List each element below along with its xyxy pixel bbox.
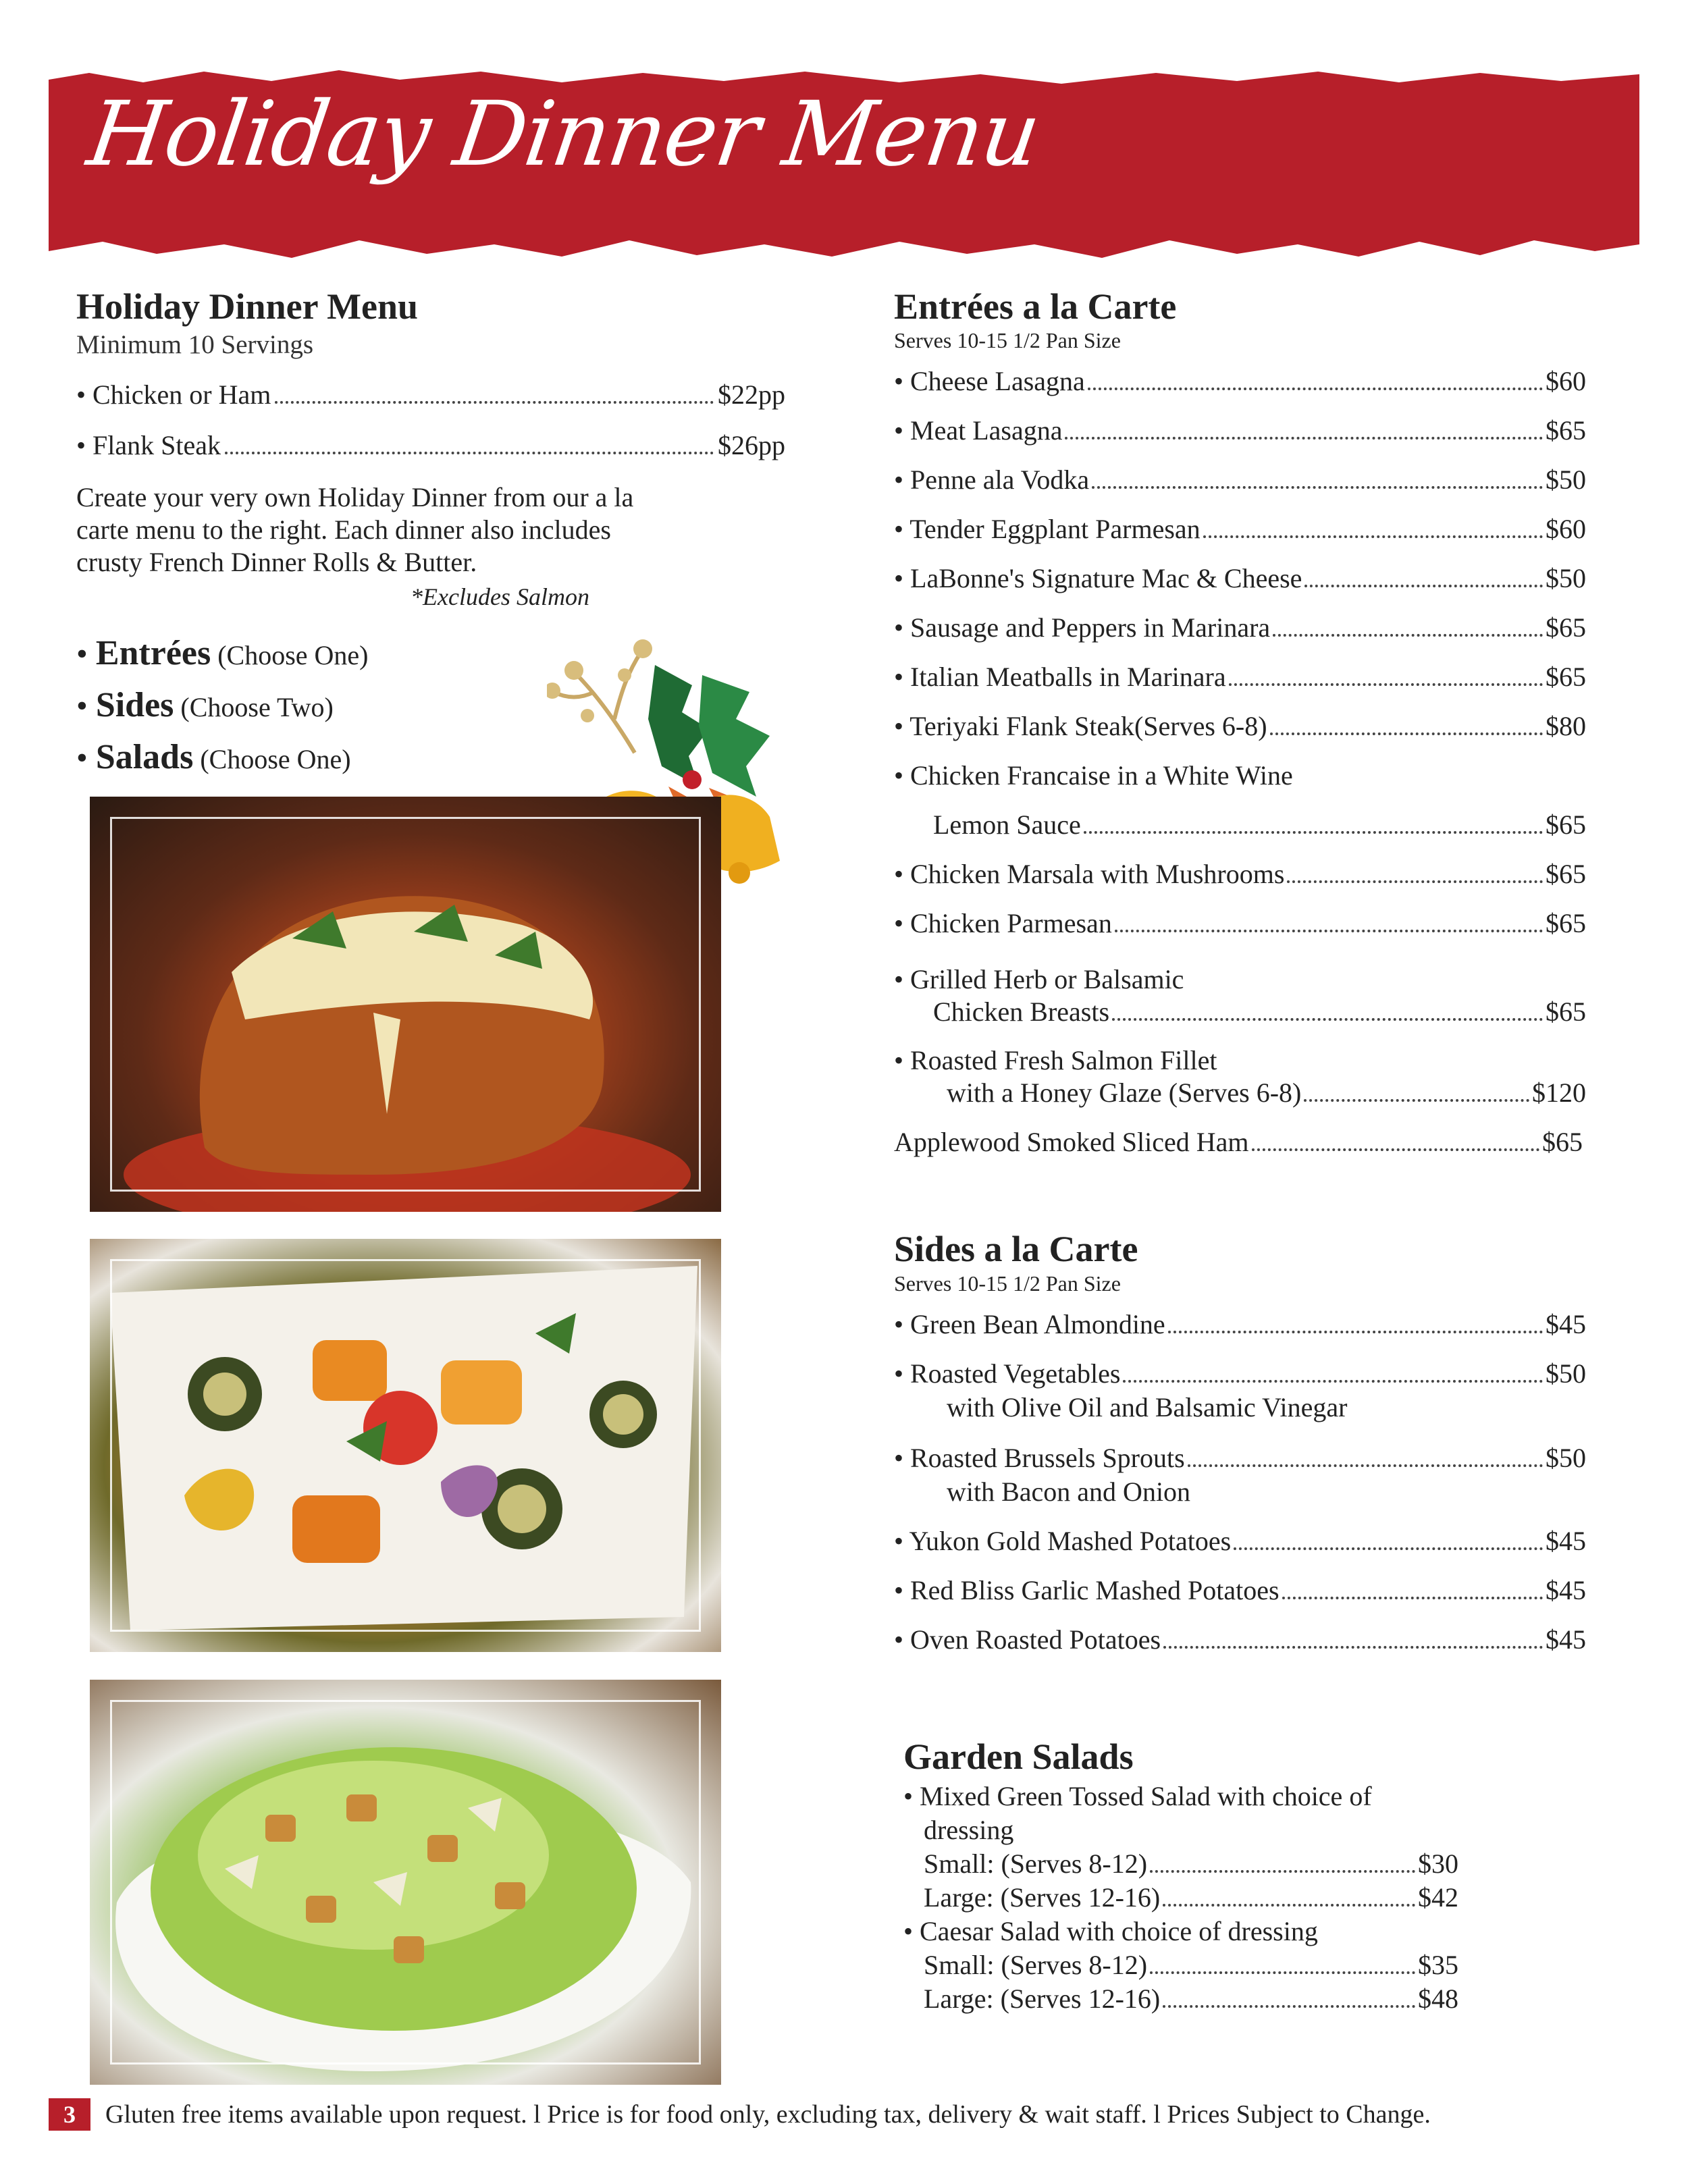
- item-price: $50: [1546, 563, 1586, 594]
- item-price: $65: [1546, 415, 1586, 446]
- menu-item: [894, 1442, 1586, 1476]
- item-price: $60: [1546, 366, 1586, 397]
- menu-item: [894, 415, 1586, 464]
- choice-note: (Choose One): [200, 744, 351, 775]
- item-price: $65: [1542, 1127, 1583, 1158]
- item-price: $120: [1532, 1077, 1586, 1109]
- salad-item-name: • Mixed Green Tossed Salad with choice of: [903, 1781, 1372, 1812]
- leader-dots: [1304, 1099, 1529, 1102]
- size-price: $42: [1418, 1882, 1458, 1913]
- item-name: • Sausage and Peppers in Marinara: [894, 612, 1271, 643]
- salad-item-name-continued: dressing: [924, 1815, 1014, 1846]
- bullet: •: [76, 740, 88, 776]
- leader-dots: [1163, 1904, 1415, 1907]
- leader-dots: [275, 401, 714, 404]
- roasted-vegetables-photo: [90, 1239, 721, 1652]
- menu-item: [894, 1525, 1586, 1574]
- choice-note: (Choose Two): [180, 692, 334, 723]
- menu-item: [76, 379, 785, 410]
- a-la-carte-column: [894, 287, 1586, 2016]
- bullet: •: [76, 688, 88, 724]
- item-price: $45: [1546, 1624, 1586, 1655]
- description-line: crusty French Dinner Rolls & Butter.: [76, 547, 477, 578]
- holiday-menu-title: Holiday Dinner Menu: [76, 286, 419, 327]
- description-line: carte menu to the right. Each dinner also includes: [76, 514, 611, 545]
- salad-size-row: [903, 1948, 1458, 1982]
- page-number: 3: [49, 2098, 90, 2131]
- choice-label: Sides: [95, 686, 174, 725]
- holiday-menu-description: [76, 481, 785, 579]
- menu-item: [894, 464, 1586, 513]
- description-line: Create your very own Holiday Dinner from our a la: [76, 482, 634, 513]
- item-price: $65: [1546, 859, 1586, 890]
- item-name: • Chicken or Ham: [76, 379, 271, 410]
- item-name: • Chicken Francaise in a White Wine: [894, 760, 1293, 791]
- salmon-exclusion-note: *Excludes Salmon: [411, 583, 589, 611]
- leader-dots: [1088, 388, 1543, 390]
- item-name: • Italian Meatballs in Marinara: [894, 662, 1226, 693]
- item-name: • Flank Steak: [76, 430, 221, 461]
- entrees-subtitle: Serves 10-15 1/2 Pan Size: [894, 328, 1121, 353]
- entrees-section: [894, 287, 1586, 1175]
- menu-item: [894, 907, 1586, 957]
- item-price: $50: [1546, 464, 1586, 496]
- sides-title: Sides a la Carte: [894, 1229, 1138, 1270]
- item-name: Applewood Smoked Sliced Ham: [894, 1127, 1249, 1158]
- sides-section: [894, 1229, 1586, 1672]
- caesar-salad-photo: [90, 1680, 721, 2085]
- holiday-menu-subtitle: Minimum 10 Servings: [76, 330, 314, 360]
- item-price: $65: [1546, 612, 1586, 643]
- salads-title: Garden Salads: [903, 1736, 1134, 1777]
- item-price: $65: [1546, 662, 1586, 693]
- leader-dots: [1168, 1331, 1543, 1333]
- leader-dots: [1273, 634, 1543, 637]
- item-price: $45: [1546, 1574, 1586, 1605]
- salads-section: [894, 1737, 1586, 2016]
- leader-dots: [1112, 1018, 1543, 1021]
- item-name: • Yukon Gold Mashed Potatoes: [894, 1525, 1232, 1556]
- leader-dots: [1287, 880, 1543, 883]
- menu-item: [894, 996, 1586, 1044]
- menu-item: [894, 1574, 1586, 1624]
- item-price: $65: [1546, 996, 1586, 1028]
- item-name: • Teriyaki Flank Steak(Serves 6-8): [894, 711, 1267, 742]
- item-name: • Tender Eggplant Parmesan: [894, 514, 1201, 545]
- leader-dots: [1282, 1597, 1543, 1599]
- item-name-continued: Chicken Breasts: [933, 996, 1110, 1028]
- item-price: $45: [1546, 1308, 1586, 1339]
- item-price: $65: [1546, 908, 1586, 939]
- item-detail: with Bacon and Onion: [947, 1476, 1191, 1507]
- size-name: Small: (Serves 8-12): [924, 1950, 1148, 1981]
- menu-item: [894, 1624, 1586, 1673]
- item-detail: with Olive Oil and Balsamic Vinegar: [947, 1391, 1348, 1422]
- salad-size-row: [903, 1881, 1458, 1915]
- chicken-parmesan-photo: [90, 797, 721, 1212]
- footer-disclaimer: Gluten free items available upon request. l Price is for food only, excluding tax, delivery & wait staff. l Prices Subject to Change.: [105, 2100, 1431, 2129]
- menu-item: [894, 1077, 1586, 1126]
- banner-title: Holiday Dinner Menu: [82, 82, 1046, 186]
- entrees-title: Entrées a la Carte: [894, 286, 1177, 327]
- item-price: $50: [1546, 1442, 1586, 1473]
- leader-dots: [1188, 1464, 1543, 1467]
- size-name: Large: (Serves 12-16): [924, 1983, 1161, 2015]
- salad-size-row: [903, 1982, 1458, 2016]
- leader-dots: [1092, 486, 1543, 489]
- item-price: $26pp: [718, 430, 785, 461]
- item-name: • Roasted Vegetables: [894, 1358, 1121, 1389]
- choice-note: (Choose One): [217, 640, 369, 671]
- size-name: Small: (Serves 8-12): [924, 1848, 1148, 1880]
- photo-frame: [110, 1700, 701, 2065]
- photo-frame: [110, 1259, 701, 1632]
- header-banner: [49, 68, 1639, 260]
- leader-dots: [1229, 683, 1543, 686]
- item-name: • Green Bean Almondine: [894, 1308, 1165, 1339]
- item-name: • Red Bliss Garlic Mashed Potatoes: [894, 1574, 1280, 1605]
- leader-dots: [1252, 1148, 1540, 1151]
- size-price: $48: [1418, 1983, 1458, 2015]
- leader-dots: [1163, 2005, 1415, 2008]
- salad-size-row: [903, 1847, 1458, 1881]
- leader-dots: [1203, 535, 1543, 538]
- item-name-continued: Lemon Sauce: [933, 809, 1081, 841]
- item-name: • Meat Lasagna: [894, 415, 1063, 446]
- item-price: $60: [1546, 514, 1586, 545]
- leader-dots: [1150, 1870, 1415, 1873]
- choice-label: Entrées: [95, 634, 211, 673]
- item-name: • Roasted Brussels Sprouts: [894, 1442, 1185, 1473]
- leader-dots: [1304, 585, 1543, 587]
- item-name: • Oven Roasted Potatoes: [894, 1624, 1161, 1655]
- menu-item: [894, 809, 1586, 858]
- item-name: • Chicken Parmesan: [894, 908, 1112, 939]
- item-name: • LaBonne's Signature Mac & Cheese: [894, 563, 1302, 594]
- item-price: $22pp: [718, 379, 785, 410]
- menu-item: [894, 1358, 1586, 1391]
- choice-label: Salads: [95, 738, 194, 777]
- leader-dots: [225, 452, 714, 454]
- item-name: • Grilled Herb or Balsamic: [894, 964, 1184, 995]
- menu-item: [894, 661, 1586, 710]
- leader-dots: [1123, 1380, 1543, 1383]
- menu-item: [894, 513, 1586, 562]
- menu-item: [894, 612, 1586, 661]
- salad-item-name: • Caesar Salad with choice of dressing: [903, 1916, 1318, 1947]
- menu-item: [894, 1126, 1583, 1175]
- leader-dots: [1065, 437, 1543, 440]
- leader-dots: [1234, 1547, 1543, 1550]
- item-name: • Chicken Marsala with Mushrooms: [894, 859, 1285, 890]
- size-name: Large: (Serves 12-16): [924, 1882, 1161, 1913]
- leader-dots: [1270, 733, 1543, 735]
- page-footer: [49, 2095, 1431, 2134]
- menu-item: [76, 429, 785, 461]
- size-price: $30: [1418, 1848, 1458, 1880]
- item-name: • Penne ala Vodka: [894, 464, 1090, 496]
- item-name-continued: with a Honey Glaze (Serves 6-8): [947, 1077, 1302, 1109]
- bullet: •: [76, 636, 88, 672]
- sides-subtitle: Serves 10-15 1/2 Pan Size: [894, 1271, 1121, 1296]
- item-price: $45: [1546, 1525, 1586, 1556]
- item-name: • Roasted Fresh Salmon Fillet: [894, 1045, 1217, 1076]
- photo-frame: [110, 817, 701, 1192]
- leader-dots: [1150, 1971, 1415, 1974]
- leader-dots: [1115, 930, 1543, 932]
- menu-item: [894, 1308, 1586, 1358]
- item-price: $50: [1546, 1358, 1586, 1389]
- size-price: $35: [1418, 1950, 1458, 1981]
- item-price: $80: [1546, 711, 1586, 742]
- item-price: $65: [1546, 809, 1586, 841]
- leader-dots: [1084, 831, 1543, 834]
- item-name: • Cheese Lasagna: [894, 366, 1085, 397]
- menu-item: [894, 710, 1586, 760]
- leader-dots: [1163, 1646, 1543, 1649]
- menu-item: [894, 858, 1586, 907]
- menu-item: [894, 365, 1586, 415]
- menu-item: [894, 562, 1586, 612]
